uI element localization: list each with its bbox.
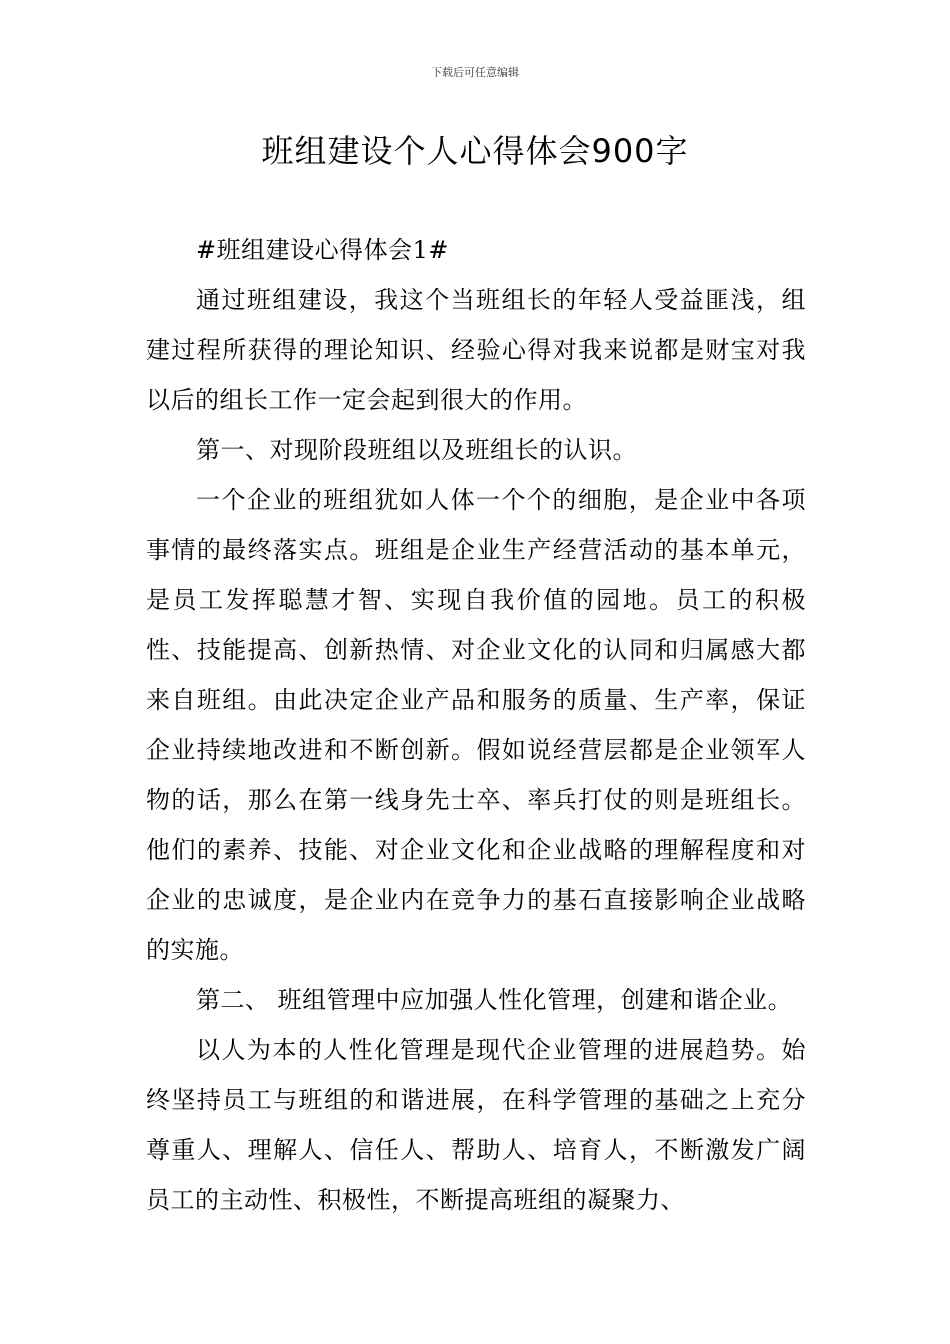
document-body	[146, 225, 806, 1225]
section-heading-1: #班组建设心得体会1#	[196, 236, 449, 264]
section-heading-first: 第一、对现阶段班组以及班组长的认识。	[196, 436, 637, 464]
page-header-note: 下载后可任意编辑	[431, 66, 519, 79]
section-heading-second: 第二、 班组管理中应加强人性化管理，创建和谐企业。	[196, 986, 793, 1014]
paragraph-team-role: 一个企业的班组犹如人体一个个的细胞，是企业中各项事情的最终落实点。班组是企业生产经营活动的基本单元，是员工发挥聪慧才智、实现自我价值的园地。员工的积极性、技能提高、创新热情、对企业文化的认同和归属感大都来自班组。由此决定企业产品和服务的质量、生产率，保证企业持续地改进和不断创新。假如说经营层都是企业领军人物的话，那么在第一线身先士卒、率兵打仗的则是班组长。他们的素养、技能、对企业文化和企业战略的理解程度和对企业的忠诚度，是企业内在竞争力的基石直接影响企业战略的实施。	[146, 486, 806, 964]
document-title: 班组建设个人心得体会900字	[261, 132, 689, 170]
paragraph-humanized-management: 以人为本的人性化管理是现代企业管理的进展趋势。始终坚持员工与班组的和谐进展，在科学管理的基础之上充分尊重人、理解人、信任人、帮助人、培育人，不断激发广阔员工的主动性、积极性，不断提高班组的凝聚力、	[146, 1036, 806, 1214]
paragraph-intro: 通过班组建设，我这个当班组长的年轻人受益匪浅，组建过程所获得的理论知识、经验心得对我来说都是财宝对我以后的组长工作一定会起到很大的作用。	[146, 286, 806, 414]
